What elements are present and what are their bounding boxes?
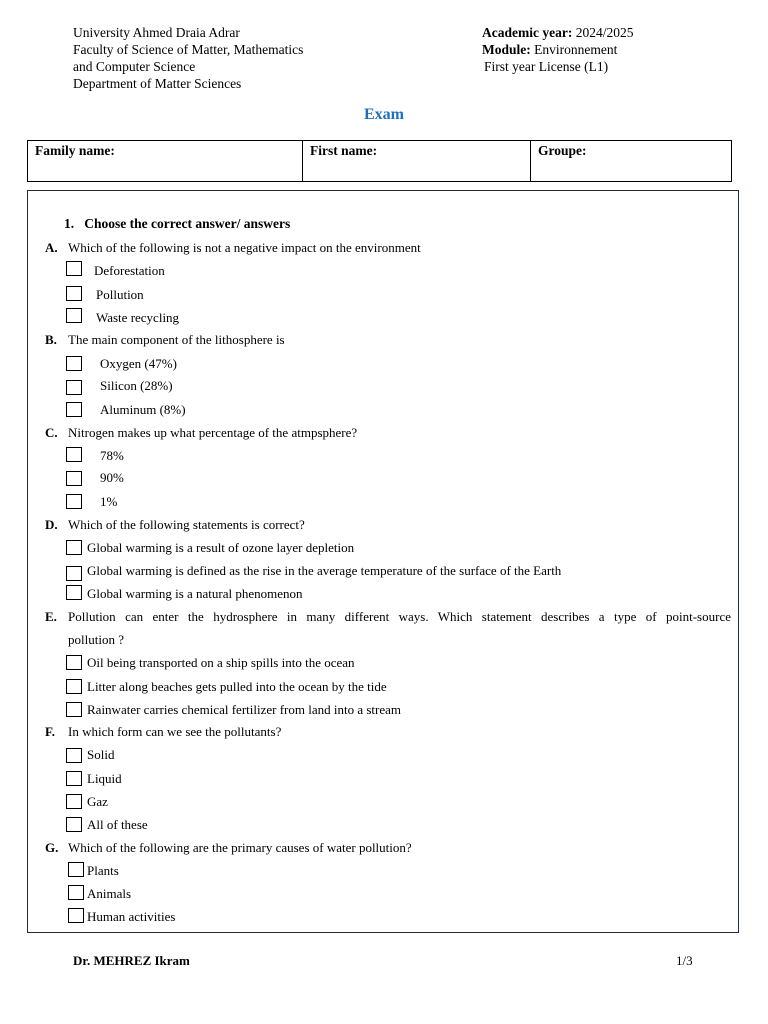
question-e-cont: pollution ? — [68, 632, 124, 647]
faculty-name: Faculty of Science of Matter, Mathematics — [73, 42, 304, 57]
checkbox-a-3[interactable] — [66, 308, 82, 323]
checkbox-f-3[interactable] — [66, 794, 82, 809]
checkbox-d-3[interactable] — [66, 585, 82, 600]
checkbox-f-2[interactable] — [66, 771, 82, 786]
family-name-field[interactable] — [28, 141, 303, 181]
question-text: In which form can we see the pollutants? — [68, 724, 282, 739]
faculty-name-cont: and Computer Science — [73, 59, 196, 74]
checkbox-g-2[interactable] — [68, 885, 84, 900]
group-field[interactable] — [531, 141, 731, 181]
checkbox-d-1[interactable] — [66, 540, 82, 555]
section-title-text: Choose the correct answer/ answers — [84, 216, 291, 231]
section-title — [64, 216, 290, 232]
academic-year-value: 2024/2025 — [575, 25, 634, 40]
checkbox-d-2[interactable] — [66, 566, 82, 581]
option-label: Silicon (28%) — [100, 378, 173, 393]
checkbox-e-1[interactable] — [66, 655, 82, 670]
question-b — [45, 332, 285, 348]
question-letter: F. — [45, 724, 55, 739]
exam-title: Exam — [364, 106, 404, 123]
question-c — [45, 425, 357, 441]
checkbox-c-2[interactable] — [66, 471, 82, 486]
first-name-field[interactable] — [303, 141, 531, 181]
option-label: Oxygen (47%) — [100, 356, 177, 371]
section-number: 1. — [64, 216, 75, 231]
academic-year-label: Academic year: — [482, 25, 573, 40]
option-label: 1% — [100, 494, 118, 509]
option-label: Litter along beaches gets pulled into the ocean by the tide — [87, 679, 387, 694]
student-info-table — [27, 140, 732, 182]
footer-author: Dr. MEHREZ Ikram — [73, 953, 190, 968]
question-letter: A. — [45, 240, 58, 255]
question-e — [45, 609, 731, 625]
option-label: Solid — [87, 747, 115, 762]
option-label: Liquid — [87, 771, 122, 786]
question-f — [45, 724, 281, 740]
option-label: All of these — [87, 817, 148, 832]
checkbox-b-3[interactable] — [66, 402, 82, 417]
first-name-label: First name: — [310, 143, 378, 158]
option-label: Global warming is defined as the rise in the average temperature of the surface of the Earth — [87, 563, 562, 578]
checkbox-e-3[interactable] — [66, 702, 82, 717]
checkbox-b-2[interactable] — [66, 380, 82, 395]
checkbox-a-2[interactable] — [66, 286, 82, 301]
checkbox-g-3[interactable] — [68, 908, 84, 923]
option-label: 90% — [100, 470, 124, 485]
checkbox-c-3[interactable] — [66, 494, 82, 509]
question-text: The main component of the lithosphere is — [68, 332, 285, 347]
option-label: Oil being transported on a ship spills into the ocean — [87, 655, 355, 670]
checkbox-a-1[interactable] — [66, 261, 82, 276]
option-label: Animals — [87, 886, 132, 901]
checkbox-c-1[interactable] — [66, 447, 82, 462]
option-label: Gaz — [87, 794, 108, 809]
module-value: Environnement — [534, 42, 618, 57]
module — [482, 41, 617, 58]
option-label: Global warming is a natural phenomenon — [87, 586, 303, 601]
level: First year License (L1) — [484, 59, 609, 74]
option-label: Human activities — [87, 909, 176, 924]
option-label: Deforestation — [94, 263, 165, 278]
question-text: Which of the following statements is correct? — [68, 517, 305, 532]
question-g — [45, 840, 412, 856]
university-name: University Ahmed Draia Adrar — [73, 25, 240, 40]
option-label: Rainwater carries chemical fertilizer from land into a stream — [87, 702, 402, 717]
option-label: 78% — [100, 448, 124, 463]
question-text: Nitrogen makes up what percentage of the atmpsphere? — [68, 425, 358, 440]
checkbox-g-1[interactable] — [68, 862, 84, 877]
question-letter: C. — [45, 425, 58, 440]
academic-year — [482, 24, 633, 41]
checkbox-f-1[interactable] — [66, 748, 82, 763]
group-label: Groupe: — [538, 143, 587, 158]
question-d — [45, 517, 305, 533]
option-label: Waste recycling — [96, 310, 180, 325]
question-letter: B. — [45, 332, 57, 347]
option-label: Global warming is a result of ozone layer depletion — [87, 540, 355, 555]
question-text: Which of the following is not a negative impact on the environment — [68, 240, 421, 255]
option-label: Pollution — [96, 287, 144, 302]
question-text: Which of the following are the primary causes of water pollution? — [68, 840, 412, 855]
family-name-label: Family name: — [35, 143, 115, 158]
question-letter: D. — [45, 517, 58, 532]
question-letter: G. — [45, 840, 59, 855]
option-label: Aluminum (8%) — [100, 402, 186, 417]
question-text: Pollution can enter the hydrosphere in many different ways. Which statement describes a type of point-source — [68, 609, 731, 624]
checkbox-e-2[interactable] — [66, 679, 82, 694]
department-name: Department of Matter Sciences — [73, 76, 242, 91]
page-number: 1/3 — [676, 953, 693, 968]
module-label: Module: — [482, 42, 531, 57]
checkbox-f-4[interactable] — [66, 817, 82, 832]
checkbox-b-1[interactable] — [66, 356, 82, 371]
question-a — [45, 240, 421, 256]
option-label: Plants — [87, 863, 119, 878]
question-letter: E. — [45, 609, 57, 624]
